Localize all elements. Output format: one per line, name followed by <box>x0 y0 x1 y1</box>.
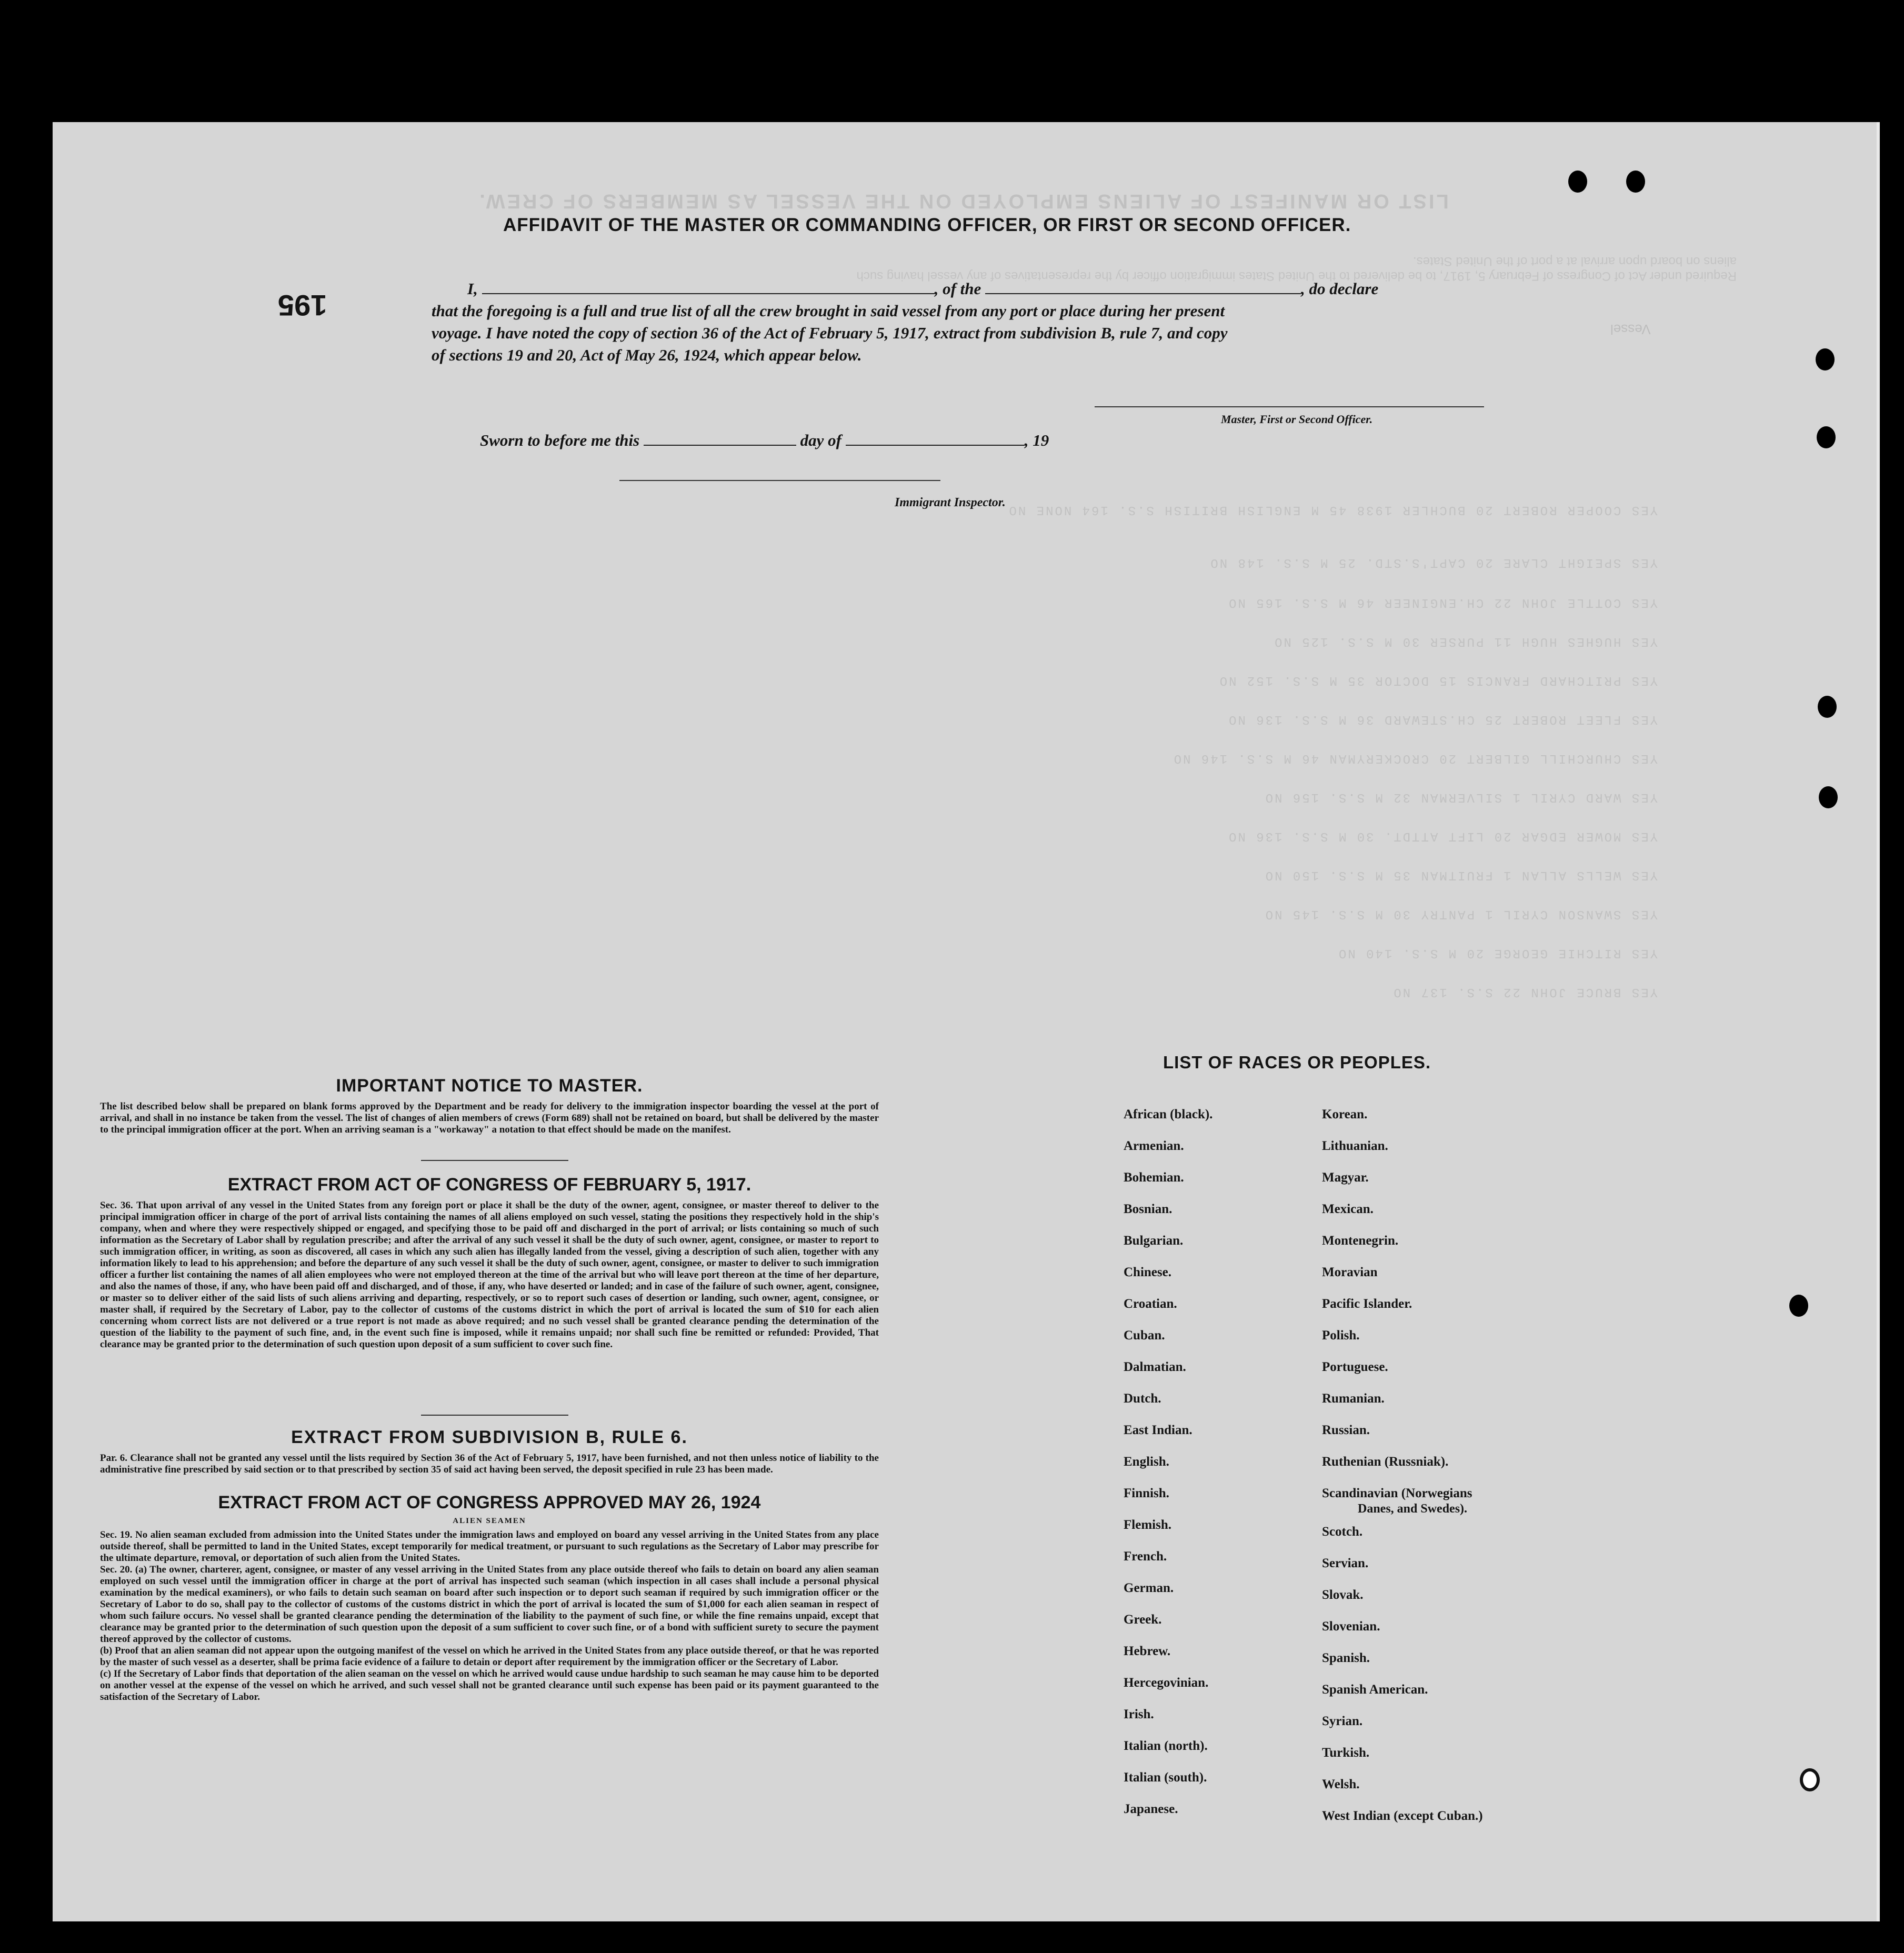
race-item: Croatian. <box>1124 1297 1177 1311</box>
extract-1924-body <box>100 1529 879 1703</box>
race-item: Slovak. <box>1322 1588 1364 1602</box>
day-of-label: day of <box>800 431 841 449</box>
race-item: Montenegrin. <box>1322 1234 1399 1248</box>
punch-hole <box>1818 696 1837 718</box>
bleed-through-header <box>279 189 1647 212</box>
declaration-line2: voyage. I have noted the copy of section 36 of the Act of February 5, 1917, extract from subdivision B, rule 7, and copy <box>432 324 1228 342</box>
declaration-line1: that the foregoing is a full and true list of all the crew brought in said vessel from any port or place during her present <box>432 302 1225 320</box>
race-item: Scandinavian (Norwegians <box>1322 1486 1472 1500</box>
punch-hole <box>1789 1295 1808 1317</box>
extract-1917-title: EXTRACT FROM ACT OF CONGRESS OF FEBRUARY 5, 1917. <box>227 1175 751 1195</box>
signature-line[interactable] <box>1095 406 1484 407</box>
bleed-row: YES BRUCE JOHN 22 S.S. 137 NO <box>1392 985 1658 999</box>
bleed-row: YES WELLS ALLAN 1 FRUITMAN 35 M S.S. 150 NO <box>1264 868 1658 882</box>
race-item: Magyar. <box>1322 1170 1369 1185</box>
manifest-page <box>53 122 1880 1921</box>
race-item: Spanish American. <box>1322 1682 1428 1697</box>
race-item: Mexican. <box>1322 1202 1374 1216</box>
divider <box>421 1160 568 1161</box>
race-item: Ruthenian (Russniak). <box>1322 1455 1449 1469</box>
signature-label: Master, First or Second Officer. <box>1221 413 1373 426</box>
year-prefix: , 19 <box>1024 431 1049 449</box>
race-item: Pacific Islander. <box>1322 1297 1412 1311</box>
races-title: LIST OF RACES OR PEOPLES. <box>1163 1053 1431 1072</box>
race-item: English. <box>1124 1455 1169 1469</box>
punch-hole <box>1626 171 1645 193</box>
sec19-text: Sec. 19. No alien seaman excluded from admission into the United States under the immigration laws and employed on board any vessel arriving in the United States from any place outside thereof, shall be permitted to land in the United States, except temporarily for medical treatment, or pursuant to such regulations as the Secretary of Labor may prescribe for the ultimate departure, removal, or deportation of such alien from the United States. <box>100 1529 879 1564</box>
sworn-label: Sworn to before me this <box>480 431 640 449</box>
punch-hole <box>1568 171 1587 193</box>
race-item: Hercegovinian. <box>1124 1676 1209 1690</box>
vessel-name-blank[interactable] <box>985 279 1301 294</box>
bleed-vessel-label: Vessel <box>1610 322 1651 337</box>
race-item: Dalmatian. <box>1124 1360 1186 1374</box>
race-item: Italian (north). <box>1124 1739 1208 1753</box>
race-item: African (black). <box>1124 1107 1213 1121</box>
race-item: Lithuanian. <box>1322 1139 1388 1153</box>
race-item: Armenian. <box>1124 1139 1184 1153</box>
notice-title: IMPORTANT NOTICE TO MASTER. <box>336 1076 643 1096</box>
bleed-header-line3: aliens on board upon arrival at a port of the United States. <box>1412 254 1737 268</box>
master-name-blank[interactable] <box>482 279 935 294</box>
race-item: Turkish. <box>1322 1746 1370 1760</box>
declaration-line3: of sections 19 and 20, Act of May 26, 1924, which appear below. <box>432 346 862 364</box>
race-item-continuation: Danes, and Swedes). <box>1358 1502 1468 1516</box>
divider <box>421 1415 568 1416</box>
page-number: 195 <box>278 289 327 322</box>
sworn-day-blank[interactable] <box>644 431 796 446</box>
race-item: German. <box>1124 1581 1174 1595</box>
bleed-header-line2: Required under Act of Congress of February 5, 1917, to be delivered to the United States immigration officer by the representatives of any vessel having such <box>856 269 1737 283</box>
race-item: Flemish. <box>1124 1518 1171 1532</box>
bleed-row: YES HUGHES HUGH 11 PURSER 30 M S.S. 125 NO <box>1273 634 1658 648</box>
sec20c-text: (c) If the Secretary of Labor finds that deportation of the alien seaman on the vessel on which he arrived would cause undue hardship to such seaman he may cause him to be deported on another vessel at the expense of the vessel on which he arrived, and such vessel shall not be granted clearance until such expense has been paid or its payment guaranteed to the satisfaction of the Secretary of Labor. <box>100 1668 879 1702</box>
race-item: East Indian. <box>1124 1423 1192 1437</box>
race-item: Slovenian. <box>1322 1619 1380 1634</box>
race-item: West Indian (except Cuban.) <box>1322 1809 1483 1823</box>
race-item: Welsh. <box>1322 1777 1360 1791</box>
race-item: Rumanian. <box>1322 1391 1385 1406</box>
do-declare-label: , do declare <box>1301 279 1379 298</box>
race-item: Portuguese. <box>1322 1360 1388 1374</box>
bleed-row: YES COTTLE JOHN 22 CH.ENGINEER 46 M S.S. 165 NO <box>1227 595 1658 609</box>
race-item: Dutch. <box>1124 1391 1161 1406</box>
race-item: Cuban. <box>1124 1328 1165 1343</box>
sec20b-text: (b) Proof that an alien seaman did not appear upon the outgoing manifest of the vessel on which he arrived in the United States from any place outside thereof, or that he was reported by the master of such vessel as a deserter, shall be prima facie evidence of a failure to detain or deport after requirement by the immigration officer or the Secretary of Labor. <box>100 1645 879 1668</box>
race-item: Greek. <box>1124 1613 1162 1627</box>
sec20a-text: Sec. 20. (a) The owner, charterer, agent, consignee, or master of any vessel arriving in the United States from any place outside thereof who fails to detain on board any alien seaman employed on such vessel until the immigration officer in charge at the port of arrival has inspected such seaman (which inspection in all cases shall include a personal physical examination by the medical examiners), or who fails to detain such seaman on board after such inspection or to deport such seaman if required by such immigration officer or the Secretary of Labor to do so, shall pay to the collector of customs of the customs district in which the port of arrival is located the sum of $1,000 for each alien seaman in respect of whom such failure occurs. No vessel shall be granted clearance pending the determination of the liability to the payment of such fine, or while the fine remains unpaid, except that clearance may be granted prior to the determination of such question upon the deposit of a sum sufficient to cover such fine, or of a bond with sufficient surety to secure the payment thereof approved by the collector of customs. <box>100 1564 879 1645</box>
race-item: Russian. <box>1322 1423 1370 1437</box>
race-item: Bohemian. <box>1124 1170 1184 1185</box>
notice-text: The list described below shall be prepared on blank forms approved by the Department and be ready for delivery to the immigration inspector boarding the vessel at the port of arrival, and shall in no instance be taken from the vessel. The list of changes of alien members of crews (Form 689) shall not be retained on board, but shall be delivered by the master to the principal immigration officer at the port. When an arriving seaman is a "workaway" a notation to that effect should be made on the manifest. <box>100 1101 879 1135</box>
i-label: I, <box>467 279 478 298</box>
punch-hole <box>1816 348 1835 370</box>
punch-hole <box>1817 426 1836 448</box>
bleed-row: YES FLEET ROBERT 25 CH.STEWARD 36 M S.S. 136 NO <box>1227 712 1658 726</box>
race-item: Korean. <box>1322 1107 1368 1121</box>
race-item: Spanish. <box>1322 1651 1370 1665</box>
of-the-label: , of the <box>934 279 981 298</box>
affidavit-declaration <box>432 278 1500 366</box>
affidavit-title: AFFIDAVIT OF THE MASTER OR COMMANDING OFFICER, OR FIRST OR SECOND OFFICER. <box>503 215 1351 235</box>
bleed-row: YES CHURCHILL GILBERT 20 CROCKERYMAN 46 M S.S. 146 NO <box>1172 751 1658 765</box>
inspector-label: Immigrant Inspector. <box>895 496 1006 509</box>
race-item: Hebrew. <box>1124 1644 1171 1658</box>
race-item: Irish. <box>1124 1707 1154 1721</box>
bleed-row: YES SWANSON CYRIL 1 PANTRY 30 M S.S. 145 NO <box>1264 907 1658 921</box>
race-item: Bosnian. <box>1124 1202 1173 1216</box>
sworn-line <box>480 429 1049 452</box>
race-item: French. <box>1124 1549 1167 1564</box>
extract-1917-text: Sec. 36. That upon arrival of any vessel in the United States from any foreign port or place it shall be the duty of the owner, agent, consignee, or master thereof to deliver to the principal immigration officer in charge of the port of arrival lists containing the names of all aliens employed on such vessel, stating the positions they respectively hold in the ship's company, when and where they were respectively shipped or engaged, and specifying those to be paid off and discharged in the port of arrival; or lists containing so much of such information as the Secretary of Labor shall by regulation prescribe; and after the arrival of any such vessel it shall be the duty of such owner, agent, consignee, or master to report to such immigration officer, in writing, as soon as discovered, all cases in which any such alien has illegally landed from the vessel, giving a description of such alien, together with any information likely to lead to his apprehension; and before the departure of any such vessel it shall be the duty of such owner, agent, consignee, or master to deliver to such immigration officer a further list containing the names of all alien employees who were not employed thereon at the time of the arrival but who will leave port thereon at the time of her departure, and also the names of those, if any, who have been paid off and discharged, and of those, if any, who have deserted or landed; and in case of the failure of such owner, agent, consignee, or master so to deliver either of the said lists of such aliens arriving and departing, respectively, or so to report such cases of desertion or landing, such owner, agent, consignee, or master shall, if required by the Secretary of Labor, pay to the collector of customs of the customs district in which the port of arrival is located the sum of $10 for each alien concerning whom correct lists are not delivered or a true report is not made as above required; and no such vessel shall be granted clearance pending the determination of the question of the liability to the payment of such fine, and, in the event such fine is imposed, while it remains unpaid; nor shall such fine be remitted or refunded: Provided, That clearance may be granted prior to the determination of such question upon deposit of a sum sufficient to cover such fine. <box>100 1200 879 1350</box>
race-item: Scotch. <box>1322 1525 1363 1539</box>
bleed-row: YES COOPER ROBERT 20 BUCHLER 1938 45 M ENGLISH BRITISH S.S. 164 NONE NO <box>1007 503 1658 517</box>
bleed-row: YES WARD CYRIL 1 SILVERMAN 32 M S.S. 156 NO <box>1264 790 1658 804</box>
race-item: Chinese. <box>1124 1265 1171 1279</box>
bleed-row: YES PRITCHARD FRANCIS 15 DOCTOR 35 M S.S. 152 NO <box>1218 673 1658 687</box>
punch-hole <box>1819 786 1838 808</box>
punch-hole <box>1800 1768 1820 1791</box>
race-item: Japanese. <box>1124 1802 1178 1816</box>
bleed-row: YES SPEIGHT CLARE 20 CAPT'S.STD. 25 M S.S. 148 NO <box>1209 555 1658 569</box>
race-item: Syrian. <box>1322 1714 1363 1728</box>
race-item: Finnish. <box>1124 1486 1169 1500</box>
inspector-signature-line[interactable] <box>619 480 940 481</box>
bleed-row: YES RITCHIE GEORGE 20 M S.S. 140 NO <box>1337 946 1658 960</box>
race-item: Polish. <box>1322 1328 1360 1343</box>
bleed-header-line1: LIST OR MANIFEST OF ALIENS EMPLOYED ON THE VESSEL AS MEMBERS OF CREW. <box>477 190 1449 212</box>
extract-1924-subtitle: ALIEN SEAMEN <box>453 1517 526 1525</box>
race-item: Moravian <box>1322 1265 1378 1279</box>
extract-rule6-title: EXTRACT FROM SUBDIVISION B, RULE 6. <box>291 1427 688 1447</box>
sworn-month-blank[interactable] <box>846 431 1025 446</box>
race-item: Bulgarian. <box>1124 1234 1184 1248</box>
extract-rule6-text: Par. 6. Clearance shall not be granted any vessel until the lists required by Section 36 of the Act of February 5, 1917, have been furnished, and not then unless notice of liability to the administrative fine prescribed by said section or to that prescribed by section 35 of said act having been served, the deposit specified in rule 23 has been made. <box>100 1453 879 1475</box>
race-item: Servian. <box>1322 1556 1369 1570</box>
race-item: Italian (south). <box>1124 1770 1207 1785</box>
extract-1924-title: EXTRACT FROM ACT OF CONGRESS APPROVED MAY 26, 1924 <box>218 1493 761 1513</box>
bleed-row: YES MOWER EDGAR 20 LIFT ATTDT. 30 M S.S. 136 NO <box>1227 829 1658 843</box>
